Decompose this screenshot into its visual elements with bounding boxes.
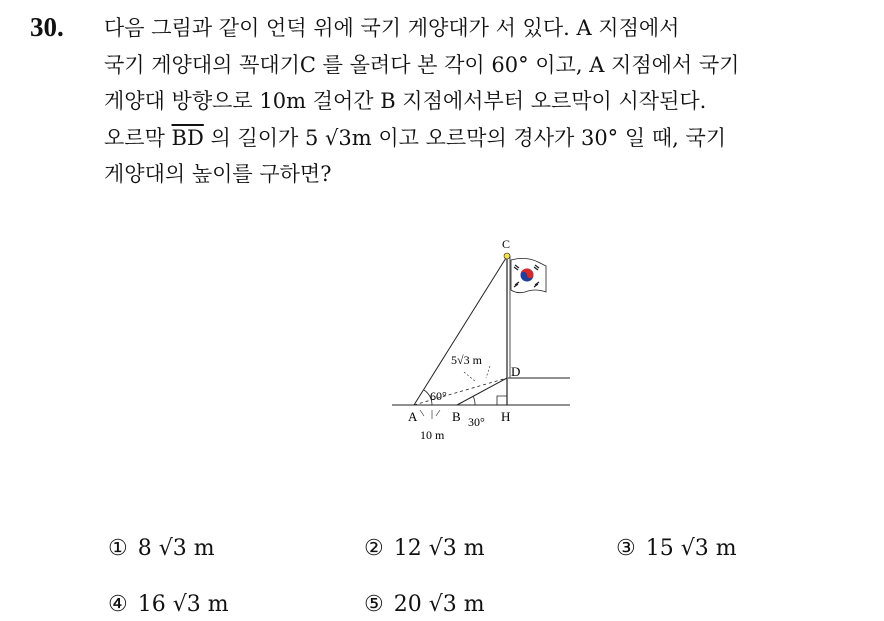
choice-3-value: 15 √3 m: [645, 536, 737, 561]
angle-arc-b: [473, 396, 475, 405]
question-line-4-end: 의 길이가 5 √3m 이고 오르막의 경사가 30° 일 때, 국기: [203, 125, 727, 150]
choice-1[interactable]: [108, 536, 215, 561]
choice-4[interactable]: [108, 592, 229, 617]
dimension-ab-mark: [420, 410, 440, 419]
choice-3[interactable]: [616, 536, 737, 561]
slope-label-pointer: [464, 366, 490, 382]
choice-2[interactable]: [364, 536, 485, 561]
slope-bd: [457, 378, 507, 405]
choice-1-mark: ①: [108, 536, 128, 561]
choice-3-mark: ③: [616, 536, 636, 561]
choice-1-value: 8 √3 m: [137, 536, 215, 561]
label-b: B: [452, 409, 461, 424]
right-angle-mark: [497, 396, 507, 405]
choice-5-value: 20 √3 m: [393, 592, 485, 617]
segment-bd-label: $\overline{BD}$: [171, 125, 204, 150]
choice-5[interactable]: [364, 592, 485, 617]
question-line-4: [104, 120, 874, 157]
korean-flag-icon: [511, 258, 546, 292]
choice-2-value: 12 √3 m: [393, 536, 485, 561]
question-line-1: 다음 그림과 같이 언덕 위에 국기 게양대가 서 있다. A 지점에서: [104, 16, 680, 40]
label-c: C: [502, 237, 511, 251]
question-line-5: 게양대의 높이를 구하면?: [104, 162, 332, 186]
question-text: [104, 10, 874, 193]
label-a: A: [408, 409, 418, 424]
label-h: H: [501, 409, 511, 424]
sight-line-ac: [414, 258, 506, 405]
choice-2-mark: ②: [364, 536, 384, 561]
question-line-3: 게양대 방향으로 10m 걸어간 B 지점에서부터 오르막이 시작된다.: [104, 89, 707, 113]
question-number: 30.: [30, 12, 64, 42]
flagpole-diagram: [380, 230, 580, 455]
label-angle-a: 60°: [430, 389, 447, 403]
pole-top-dot: [504, 253, 510, 259]
question-line-2: 국기 게양대의 꼭대기C 를 올려다 본 각이 60° 이고, A 지점에서 국기: [104, 52, 740, 77]
choice-4-mark: ④: [108, 592, 128, 617]
label-slope-length: 5√3 m: [451, 353, 482, 367]
choice-5-mark: ⑤: [364, 592, 384, 617]
choice-4-value: 16 √3 m: [137, 592, 229, 617]
label-angle-b: 30°: [468, 415, 485, 429]
question-line-4-start: 오르막: [104, 125, 172, 150]
label-ab-length: 10 m: [420, 428, 445, 442]
label-d: D: [511, 364, 521, 379]
